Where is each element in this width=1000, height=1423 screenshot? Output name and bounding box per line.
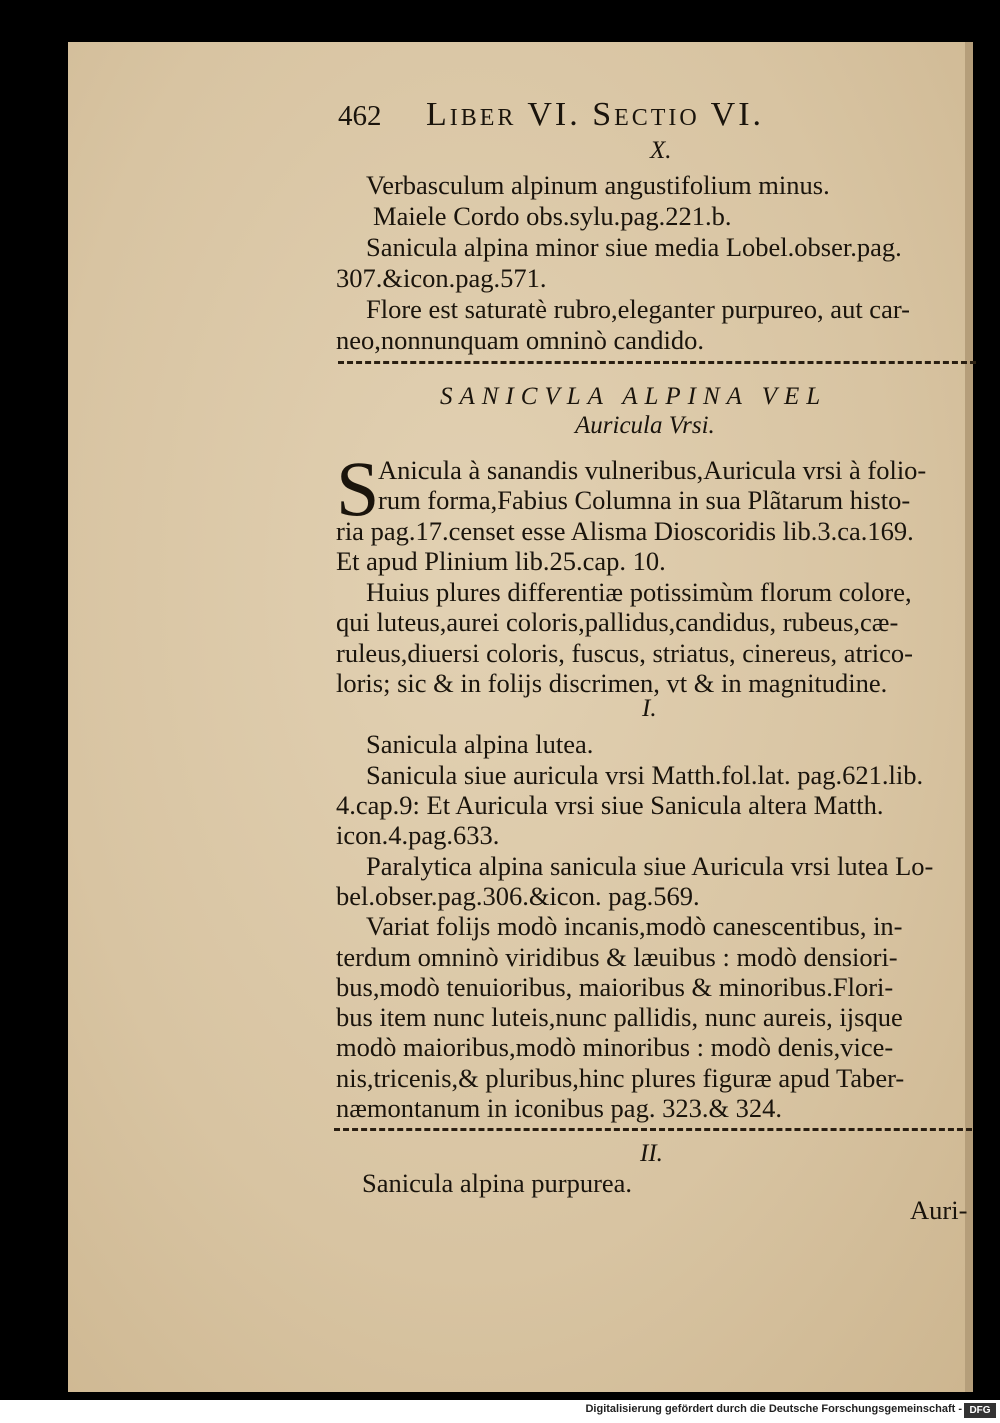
- running-title: Liber VI. Sectio VI.: [426, 96, 765, 133]
- text-line: Sanicula alpina lutea.: [366, 729, 594, 759]
- text-line: Sanicula siue auricula vrsi Matth.fol.lat. pag.621.lib.: [366, 760, 924, 790]
- page-number: 462: [338, 100, 382, 132]
- text-line: icon.4.pag.633.: [336, 820, 500, 850]
- drop-cap: S: [336, 445, 380, 532]
- text-line: Et apud Plinium lib.25.cap. 10.: [336, 546, 666, 576]
- section-numeral-i: I.: [642, 695, 657, 722]
- text-line: ruleus,diuersi coloris, fuscus, striatus, cinereus, atrico-: [336, 638, 913, 668]
- text-line: terdum omninò viridibus & læuibus : modò densiori-: [336, 942, 898, 972]
- text-line: bus,modò tenuioribus, maioribus & minoribus.Flori-: [336, 972, 894, 1002]
- text-line: rum forma,Fabius Columna in sua Plãtarum histo-: [378, 485, 911, 515]
- text-line: Anicula à sanandis vulneribus,Auricula vrsi à folio-: [378, 455, 927, 485]
- text-line: nis,tricenis,& pluribus,hinc plures figuræ apud Taber-: [336, 1063, 905, 1093]
- text-line: Flore est saturatè rubro,eleganter purpureo, aut car-: [366, 294, 910, 324]
- text-line: bel.obser.pag.306.&icon. pag.569.: [336, 881, 700, 911]
- text-line: qui luteus,aurei coloris,pallidus,candidus, rubeus,cæ-: [336, 607, 899, 637]
- text-line: ria pag.17.censet esse Alisma Dioscoridis lib.3.ca.169.: [336, 516, 914, 546]
- text-line: næmontanum in iconibus pag. 323.& 324.: [336, 1093, 783, 1123]
- running-header: [338, 96, 978, 134]
- chapter-subtitle: Auricula Vrsi.: [575, 412, 715, 439]
- text-line: Huius plures differentiæ potissimùm florum colore,: [366, 577, 912, 607]
- section-numeral-ii: II.: [640, 1140, 663, 1167]
- text-line: modò maioribus,modò minoribus : modò denis,vice-: [336, 1032, 894, 1062]
- text-line: bus item nunc luteis,nunc pallidis, nunc aureis, ijsque: [336, 1002, 903, 1032]
- text-line: Sanicula alpina purpurea.: [362, 1168, 633, 1198]
- section-numeral-x: X.: [650, 137, 672, 164]
- text-line: Verbasculum alpinum angustifolium minus.: [366, 170, 830, 200]
- text-line: Sanicula alpina minor siue media Lobel.obser.pag.: [366, 232, 902, 262]
- text-line: neo,nonnunquam omninò candido.: [336, 325, 704, 355]
- chapter-title: SANICVLA ALPINA VEL: [440, 383, 828, 410]
- text-line: Maiele Cordo obs.sylu.pag.221.b.: [373, 201, 732, 231]
- catchword: Auri-: [910, 1195, 968, 1225]
- text-line: 307.&icon.pag.571.: [336, 263, 547, 293]
- section-divider: [334, 1128, 972, 1131]
- section-divider: [338, 361, 976, 364]
- text-line: Paralytica alpina sanicula siue Auricula vrsi lutea Lo-: [366, 851, 934, 881]
- digitization-footer: [0, 1400, 1000, 1423]
- text-line: 4.cap.9: Et Auricula vrsi siue Sanicula altera Matth.: [336, 790, 884, 820]
- footer-credit: Digitalisierung gefördert durch die Deutsche Forschungsgemeinschaft -: [585, 1403, 962, 1415]
- text-line: loris; sic & in folijs discrimen, vt & in magnitudine.: [336, 668, 888, 698]
- dfg-logo: DFG: [964, 1403, 996, 1418]
- text-line: Variat folijs modò incanis,modò canescentibus, in-: [366, 911, 903, 941]
